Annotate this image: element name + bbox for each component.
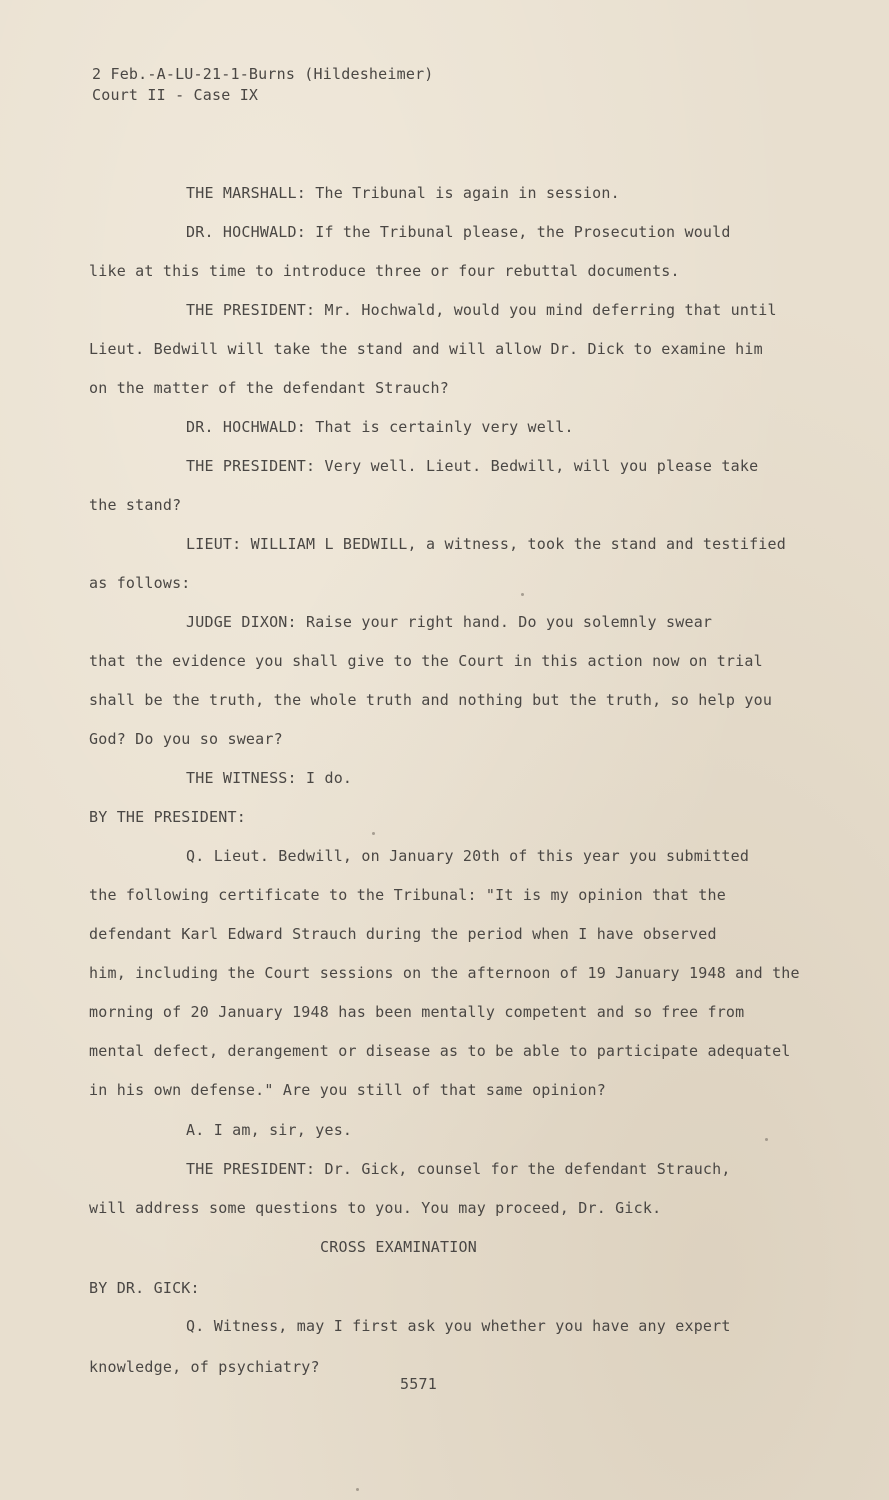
transcript-line: like at this time to introduce three or four rebuttal documents. bbox=[89, 262, 680, 280]
transcript-line: as follows: bbox=[89, 574, 191, 592]
transcript-line: Q. Witness, may I first ask you whether you have any expert bbox=[186, 1317, 731, 1335]
paper-speck bbox=[521, 593, 524, 596]
transcript-line: THE WITNESS: I do. bbox=[186, 769, 353, 787]
page-number: 5571 bbox=[400, 1375, 437, 1393]
transcript-line: DR. HOCHWALD: That is certainly very well. bbox=[186, 418, 574, 436]
transcript-line: BY DR. GICK: bbox=[89, 1279, 200, 1297]
transcript-line: Lieut. Bedwill will take the stand and will allow Dr. Dick to examine him bbox=[89, 340, 763, 358]
paper-speck bbox=[356, 1488, 359, 1491]
transcript-line: the following certificate to the Tribunal: "It is my opinion that the bbox=[89, 886, 726, 904]
transcript-line: Q. Lieut. Bedwill, on January 20th of this year you submitted bbox=[186, 847, 750, 865]
transcript-line: on the matter of the defendant Strauch? bbox=[89, 379, 449, 397]
transcript-line: A. I am, sir, yes. bbox=[186, 1121, 353, 1139]
section-heading: CROSS EXAMINATION bbox=[320, 1238, 477, 1256]
transcript-line: DR. HOCHWALD: If the Tribunal please, the Prosecution would bbox=[186, 223, 731, 241]
header-line-1: 2 Feb.-A-LU-21-1-Burns (Hildesheimer) bbox=[92, 65, 434, 83]
transcript-line: that the evidence you shall give to the Court in this action now on trial bbox=[89, 652, 763, 670]
transcript-line: mental defect, derangement or disease as to be able to participate adequatel bbox=[89, 1042, 791, 1060]
transcript-line: God? Do you so swear? bbox=[89, 730, 283, 748]
transcript-line: knowledge, of psychiatry? bbox=[89, 1358, 320, 1376]
paper-speck bbox=[765, 1138, 768, 1141]
transcript-line: BY THE PRESIDENT: bbox=[89, 808, 246, 826]
transcript-line: LIEUT: WILLIAM L BEDWILL, a witness, took the stand and testified bbox=[186, 535, 786, 553]
transcript-line: THE PRESIDENT: Mr. Hochwald, would you mind deferring that until bbox=[186, 301, 777, 319]
transcript-line: THE PRESIDENT: Very well. Lieut. Bedwill, will you please take bbox=[186, 457, 759, 475]
transcript-line: shall be the truth, the whole truth and nothing but the truth, so help you bbox=[89, 691, 773, 709]
transcript-line: JUDGE DIXON: Raise your right hand. Do you solemnly swear bbox=[186, 613, 713, 631]
transcript-line: defendant Karl Edward Strauch during the period when I have observed bbox=[89, 925, 717, 943]
transcript-line: morning of 20 January 1948 has been mentally competent and so free from bbox=[89, 1003, 745, 1021]
transcript-line: him, including the Court sessions on the afternoon of 19 January 1948 and the bbox=[89, 964, 800, 982]
paper-speck bbox=[372, 832, 375, 835]
transcript-line: THE MARSHALL: The Tribunal is again in session. bbox=[186, 184, 620, 202]
transcript-line: will address some questions to you. You may proceed, Dr. Gick. bbox=[89, 1199, 662, 1217]
transcript-line: in his own defense." Are you still of that same opinion? bbox=[89, 1081, 606, 1099]
header-line-2: Court II - Case IX bbox=[92, 86, 259, 104]
transcript-line: the stand? bbox=[89, 496, 182, 514]
transcript-line: THE PRESIDENT: Dr. Gick, counsel for the defendant Strauch, bbox=[186, 1160, 731, 1178]
